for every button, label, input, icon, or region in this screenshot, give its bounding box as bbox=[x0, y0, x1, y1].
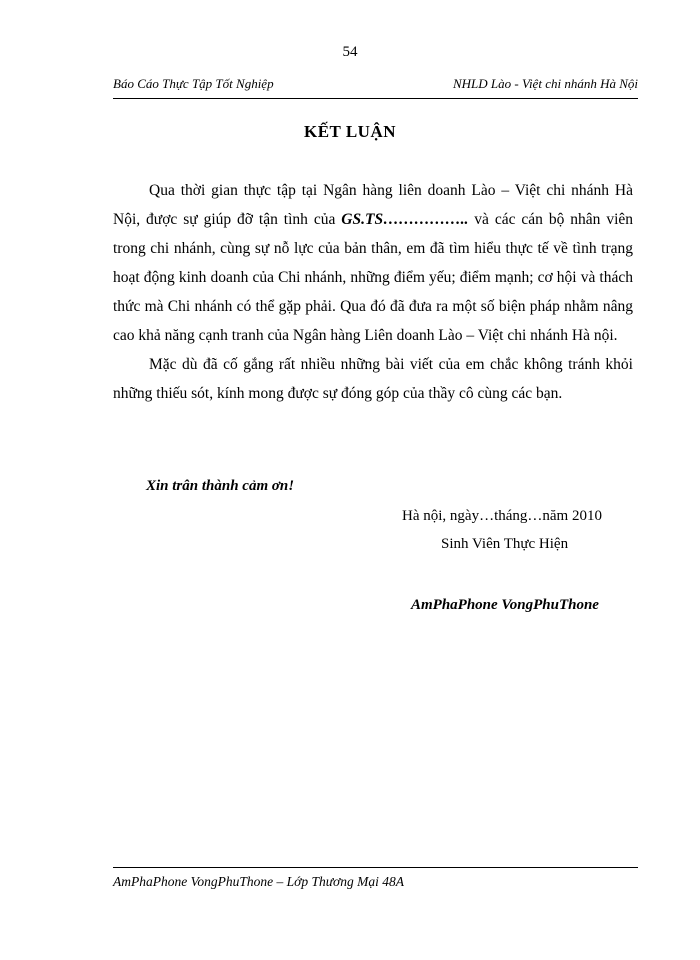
page-footer: AmPhaPhone VongPhuThone – Lớp Thương Mại 48A bbox=[113, 874, 405, 889]
role-line: Sinh Viên Thực Hiện bbox=[441, 536, 569, 552]
document-title: KẾT LUẬN bbox=[303, 122, 396, 141]
thanks-line: Xin trân thành cảm ơn! bbox=[146, 478, 295, 494]
footer-divider bbox=[113, 867, 638, 868]
paragraph-1-end: và các cán bộ nhân viên trong chi nhánh, cùng sự nỗ lực của bản thân, em đã tìm hiểu thực tế về tình trạng hoạt động kinh doanh của Chi nhánh, những điểm yếu; điểm mạnh; cơ hội và thách thức mà Chi nhánh có thể gặp phải. Qua đó đã đưa ra một số biện pháp nhằm nâng cao khả năng cạnh tranh của Ngân hàng Liên doanh Lào – Việt chi nhánh Hà nội. bbox=[113, 211, 633, 344]
header-left-title: Báo Cáo Thực Tập Tốt Nghiệp bbox=[113, 76, 274, 91]
page-header bbox=[113, 76, 638, 99]
body-text bbox=[113, 176, 633, 408]
paragraph-apology: Mặc dù đã cố gắng rất nhiều những bài viết của em chắc không tránh khỏi những thiếu sót, kính mong được sự đóng góp của thầy cô cùng các bạn. bbox=[113, 356, 633, 402]
date-line: Hà nội, ngày…tháng…năm 2010 bbox=[402, 508, 602, 524]
supervisor-name: GS.TS…………….. bbox=[341, 211, 469, 228]
signature-name: AmPhaPhone VongPhuThone bbox=[411, 597, 599, 613]
paragraph-conclusion bbox=[113, 176, 633, 350]
header-right-title: NHLD Lào - Việt chi nhánh Hà Nội bbox=[452, 76, 638, 91]
paragraph-1-start: Qua thời gian thực tập tại Ngân hàng liên doanh Lào – Việt chi nhánh Hà Nội, được sự giúp đỡ tận tình của bbox=[113, 182, 633, 228]
page-number: 54 bbox=[342, 44, 358, 60]
